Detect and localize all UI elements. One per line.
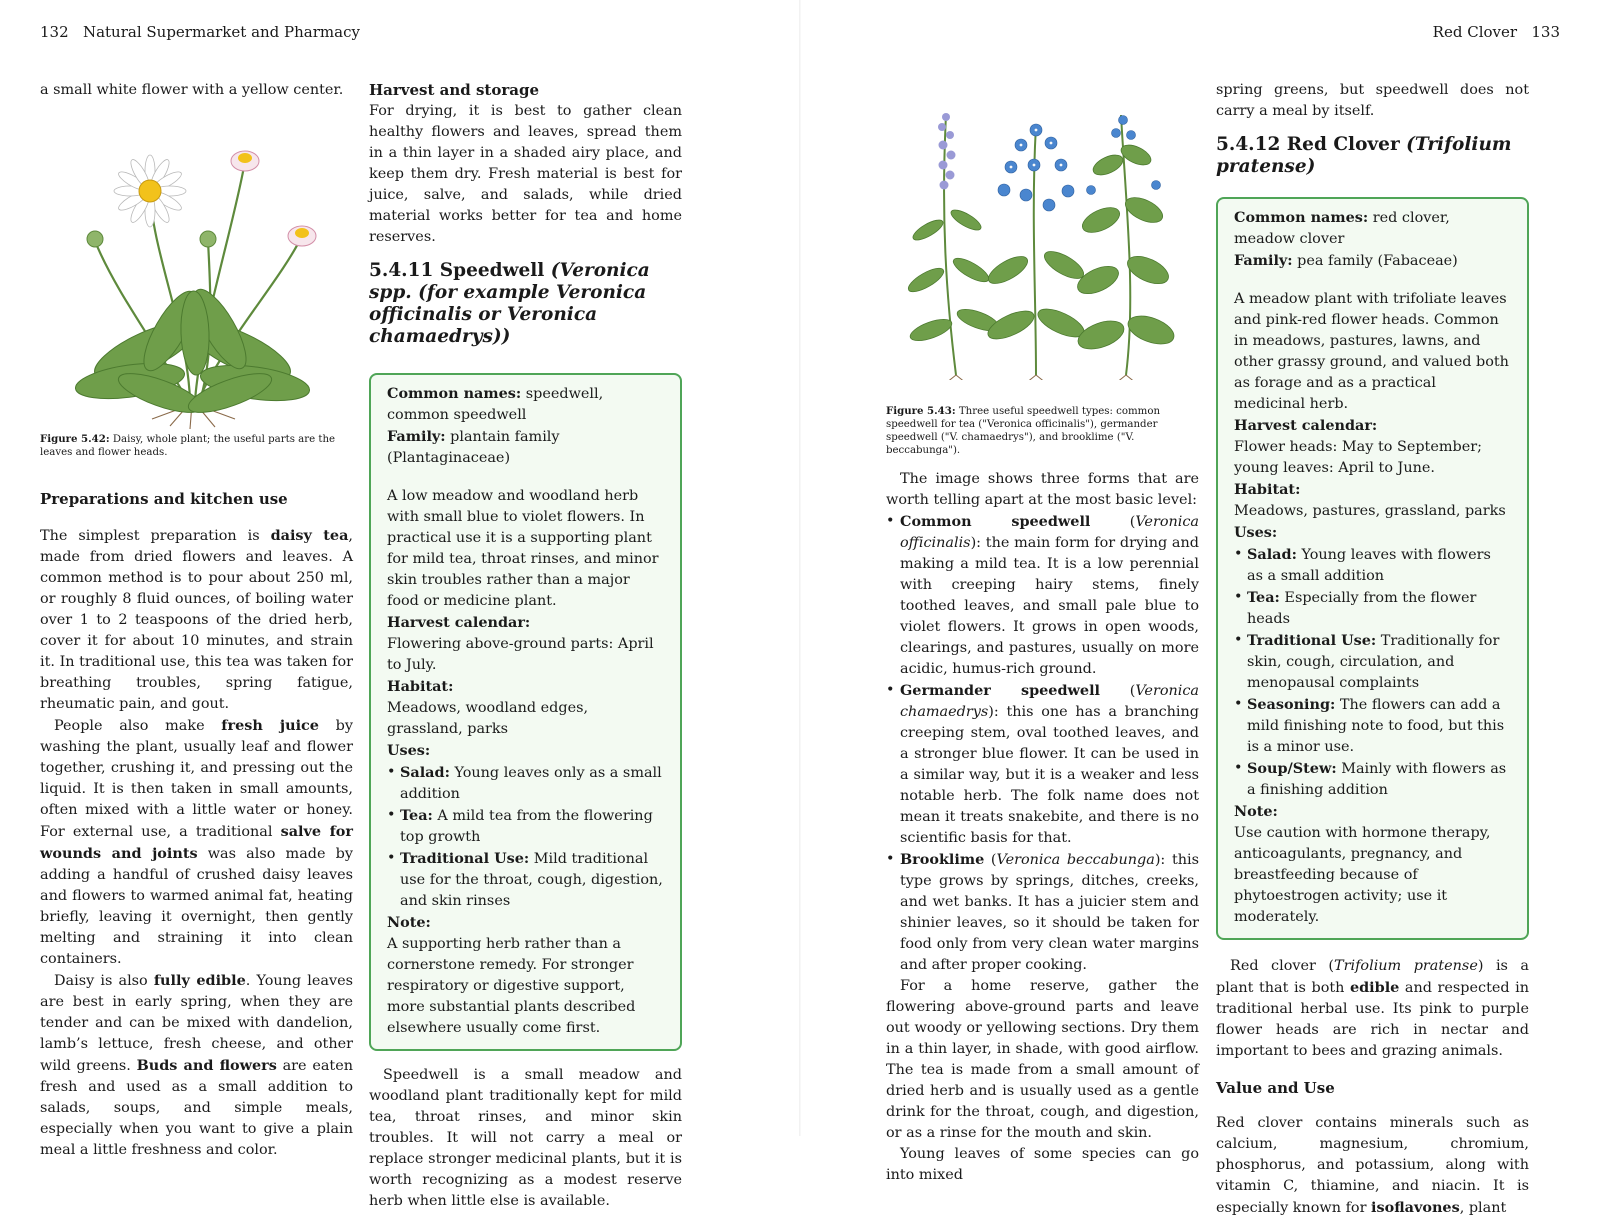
paragraph-home-reserve: For a home reserve, gather the flowering above-ground parts and leave out woody or yellowing sections. Dry them in a thin layer, in shade, with good airflow. The tea is made from a small amount of dried herb and is usually used as a gentle drink for the throat, cough, and digestion, or as a rinse for the mouth and skin. [886, 978, 1199, 1141]
family-label: Family: [387, 428, 446, 445]
speedwell-types-list [886, 511, 1199, 976]
page-number: 132 [40, 23, 69, 41]
note-value: Use caution with hormone therapy, anticoagulants, pregnancy, and breastfeeding because of phytoestrogen activity; use it moderately. [1234, 825, 1491, 925]
harvest-calendar-value: Flower heads: May to September; young leaves: April to June. [1234, 439, 1482, 476]
paragraph-fresh-juice: People also make fresh juice by washing the plant, usually leaf and flower together, crushing it, and pressing out the liquid. It is then taken in small amounts, often mixed with a little water or honey. For external use, a traditional salve for wounds and joints was also made by adding a handful of crushed daisy leaves and flowers to warmed animal fat, heating briefly, leaving it overnight, then gently melting and straining it into clean containers. [40, 717, 354, 967]
continuation-text: spring greens, but speedwell does not carry a meal by itself. [1216, 82, 1529, 119]
habitat-value: Meadows, woodland edges, grassland, parks [387, 700, 589, 737]
paragraph-value-and-use: Red clover contains minerals such as calcium, magnesium, chromium, phosphorus, and potassium, along with vitamin C, thiamine, and niacin. It is especially known for isoflavones, plant [1216, 1115, 1529, 1216]
common-names-label: Common names: [1234, 209, 1369, 226]
page-number: 133 [1531, 23, 1560, 41]
speedwell-info-box [369, 373, 682, 1051]
red-clover-info-box [1216, 197, 1529, 940]
figure-label: Figure 5.42: [40, 433, 110, 445]
uses-label: Uses: [387, 742, 431, 759]
list-item: • Tea: A mild tea from the flowering top growth [387, 805, 664, 848]
habitat-value: Meadows, pastures, grassland, parks [1234, 503, 1506, 519]
running-header-right [1433, 22, 1560, 42]
plant-description: A low meadow and woodland herb with small blue to violet flowers. In practical use it is a supporting plant for mild tea, throat rinses, and minor skin troubles rather than a major food or medicine plant. [387, 488, 659, 609]
daisy-illustration [40, 101, 353, 431]
section-latin-name: (Veronica spp. (for example Veronica officinalis or Veronica chamaedrys)) [369, 260, 650, 347]
harvest-calendar-value: Flowering above-ground parts: April to July. [387, 636, 654, 673]
subheading-preparations: Preparations and kitchen use [40, 490, 288, 508]
figure-label: Figure 5.43: [886, 405, 956, 417]
paragraph-speedwell-summary: Speedwell is a small meadow and woodland plant traditionally kept for mild tea, throat rinses, and minor skin troubles. It will not carry a meal or replace stronger medicinal plants, but it is worth recognizing as a modest reserve herb when little else is available. [369, 1067, 682, 1209]
right-column-2 [1216, 80, 1529, 1219]
list-item: • Brooklime (Veronica beccabunga): this type grows by springs, ditches, creeks, and wet banks. It has a juicier stem and shinier leaves, so it should be taken for food only from very clean water margins and after proper cooking. [886, 849, 1199, 976]
paragraph-edible: Daisy is also fully edible. Young leaves are best in early spring, when they are tender and can be mixed with dandelion, lamb’s lettuce, fresh cheese, and other wild greens. Buds and flowers are eaten fresh and used as a small addition to salads, soups, and simple meals, especially when you want to give a plain meal a little freshness and color. [40, 972, 353, 1158]
section-latin-name: (Trifolium pratense) [1216, 134, 1512, 177]
paragraph-three-forms-intro: The image shows three forms that are worth telling apart at the most basic level: [886, 471, 1199, 508]
right-column-1 [886, 95, 1199, 1186]
list-item: • Germander speedwell (Veronica chamaedrys): this one has a branching creeping stem, oval toothed leaves, and a stronger blue flower. It can be used in a similar way, but it is a weaker and less notable herb. The folk name does not mean it treats snakebite, and there is no scientific basis for that. [886, 680, 1199, 849]
figure-caption-text: Daisy, whole plant; the useful parts are the leaves and flower heads. [40, 434, 336, 458]
figure-caption-5-43 [886, 405, 1199, 457]
harvest-calendar-label: Harvest calendar: [1234, 417, 1378, 434]
figure-caption-5-42 [40, 433, 353, 459]
list-item: • Seasoning: The flowers can add a mild finishing note to food, but this is a minor use. [1234, 694, 1511, 758]
running-header-left [40, 22, 360, 42]
uses-list [1234, 544, 1511, 801]
running-title: Natural Supermarket and Pharmacy [82, 23, 360, 41]
paragraph-red-clover-intro: Red clover (Trifolium pratense) is a plant that is both edible and respected in traditional herbal use. Its pink to purple flower heads are rich in nectar and important to bees and grazing animals. [1216, 958, 1529, 1059]
section-number: 5.4.11 Speedwell [369, 260, 551, 281]
list-item: • Common speedwell (Veronica officinalis): the main form for drying and making a mild tea. It is a low perennial with creeping hairy stems, finely toothed leaves, and small pale blue to violet flowers. It grows in open woods, clearings, and pastures, usually on more acidic, humus-rich ground. [886, 511, 1199, 680]
paragraph-daisy-tea: The simplest preparation is daisy tea, made from dried flowers and leaves. A common method is to pour about 250 ml, or roughly 8 fluid ounces, of boiling water over 1 to 2 teaspoons of the dried herb, cover it for about 10 minutes, and strain it. In traditional use, this tea was taken for breathing troubles, spring fatigue, rheumatic pain, and gout. [40, 527, 353, 712]
list-item: • Soup/Stew: Mainly with flowers as a finishing addition [1234, 758, 1511, 801]
family-value: pea family (Fabaceae) [1292, 253, 1458, 269]
plant-description: A meadow plant with trifoliate leaves and pink-red flower heads. Common in meadows, pastures, lawns, and other grassy ground, and valued both as forage and as a practical medicinal herb. [1234, 291, 1509, 412]
paragraph-young-leaves: Young leaves of some species can go into mixed [886, 1146, 1199, 1183]
habitat-label: Habitat: [387, 678, 454, 695]
figure-caption-text: Three useful speedwell types: common speedwell for tea ("Veronica officinalis"), germander speedwell ("V. chamaedrys"), and brooklime ("V. beccabunga"). [886, 406, 1161, 456]
uses-label: Uses: [1234, 524, 1278, 541]
section-number: 5.4.12 Red Clover [1216, 134, 1407, 155]
subheading-value-and-use: Value and Use [1216, 1079, 1335, 1097]
left-column-1 [40, 80, 353, 1161]
note-value: A supporting herb rather than a cornerstone remedy. For stronger respiratory or digestive support, more substantial plants described elsewhere usually come first. [387, 936, 636, 1036]
common-names-label: Common names: [387, 385, 522, 402]
left-column-2 [369, 80, 682, 1212]
section-heading-speedwell [369, 260, 682, 348]
right-page [800, 0, 1600, 1216]
list-item: • Traditional Use: Mild traditional use for the throat, cough, digestion, and skin rinses [387, 848, 664, 912]
family-value: plantain family (Plantaginaceae) [387, 429, 560, 466]
subheading-harvest-storage: Harvest and storage [369, 81, 540, 99]
common-names-value: red clover, meadow clover [1234, 210, 1450, 247]
note-label: Note: [387, 914, 431, 931]
speedwell-illustration [886, 95, 1199, 380]
list-item: • Traditional Use: Traditionally for skin, cough, circulation, and menopausal complaints [1234, 630, 1511, 694]
family-label: Family: [1234, 252, 1293, 269]
running-title: Red Clover [1432, 23, 1518, 41]
section-heading-red-clover [1216, 134, 1529, 178]
uses-list [387, 762, 664, 912]
paragraph-harvest-storage: For drying, it is best to gather clean healthy flowers and leaves, spread them in a thin layer in a shaded airy place, and keep them dry. Fresh material is best for juice, salve, and salads, while dried material works better for tea and home reserves. [369, 103, 682, 245]
opening-line: a small white flower with a yellow center. [40, 82, 344, 98]
harvest-calendar-label: Harvest calendar: [387, 614, 531, 631]
common-names-value: speedwell, common speedwell [387, 386, 604, 423]
list-item: • Tea: Especially from the flower heads [1234, 587, 1511, 630]
habitat-label: Habitat: [1234, 481, 1301, 498]
list-item: • Salad: Young leaves with flowers as a small addition [1234, 544, 1511, 587]
list-item: • Salad: Young leaves only as a small addition [387, 762, 664, 805]
left-page [0, 0, 800, 1209]
note-label: Note: [1234, 803, 1278, 820]
